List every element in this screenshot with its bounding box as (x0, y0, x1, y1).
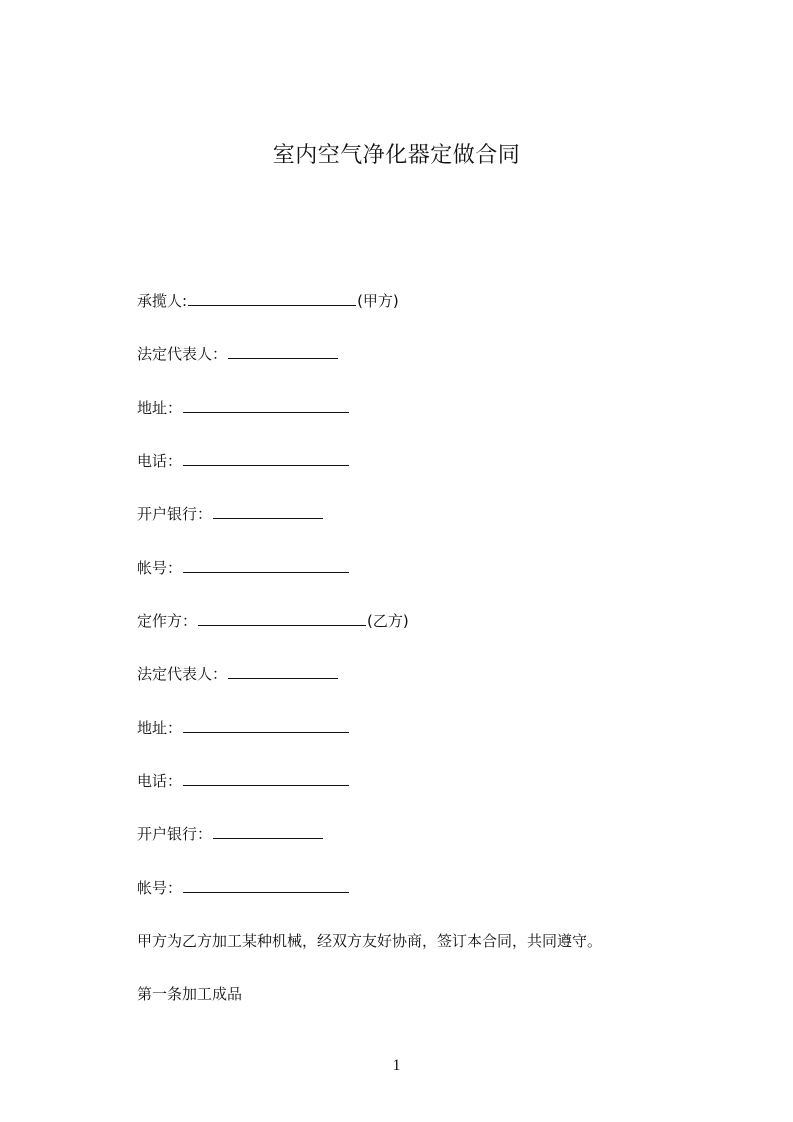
party-b-account-blank (183, 877, 349, 893)
party-b-orderer-row (137, 609, 409, 633)
party-a-phone-blank (183, 450, 349, 466)
party-a-legal-rep-blank (228, 343, 338, 359)
party-b-address-label: 地址： (137, 719, 183, 737)
document-title: 室内空气净化器定做合同 (272, 143, 521, 168)
party-a-account-row (137, 556, 350, 580)
party-a-contractor-suffix: (甲方) (357, 292, 399, 310)
party-a-contractor-blank (188, 290, 356, 306)
party-a-address-row (137, 396, 350, 420)
party-b-legal-rep-blank (228, 663, 338, 679)
party-b-address-row (137, 716, 350, 740)
party-b-bank-label: 开户银行： (137, 825, 213, 843)
party-a-phone-row (137, 449, 350, 473)
party-a-legal-rep-label: 法定代表人： (137, 345, 228, 363)
party-a-bank-row (137, 502, 324, 526)
party-b-phone-blank (183, 770, 349, 786)
party-a-bank-label: 开户银行： (137, 505, 213, 523)
party-b-address-blank (183, 717, 349, 733)
intro-text: 甲方为乙方加工某种机械，经双方友好协商，签订本合同，共同遵守。 (137, 932, 603, 950)
party-a-bank-blank (213, 503, 323, 519)
party-a-address-blank (183, 397, 349, 413)
party-a-contractor-row (137, 289, 399, 313)
party-a-legal-rep-row (137, 342, 339, 366)
party-a-contractor-label: 承揽人: (137, 292, 188, 310)
party-b-phone-row (137, 769, 350, 793)
party-b-bank-blank (213, 823, 323, 839)
party-b-legal-rep-label: 法定代表人： (137, 665, 228, 683)
article-1-heading (137, 982, 242, 1006)
party-a-account-blank (183, 557, 349, 573)
party-b-phone-label: 电话： (137, 772, 183, 790)
party-b-bank-row (137, 822, 324, 846)
party-b-orderer-suffix: (乙方) (367, 612, 409, 630)
party-a-phone-label: 电话： (137, 452, 183, 470)
party-a-address-label: 地址： (137, 399, 183, 417)
page-number: 1 (392, 1057, 401, 1074)
intro-paragraph (137, 929, 602, 953)
party-b-legal-rep-row (137, 662, 339, 686)
party-b-orderer-label: 定作方： (137, 612, 198, 630)
party-b-account-label: 帐号： (137, 879, 183, 897)
party-b-orderer-blank (198, 610, 366, 626)
article-1-heading-text: 第一条加工成品 (137, 985, 243, 1003)
party-b-account-row (137, 876, 350, 900)
party-a-account-label: 帐号： (137, 559, 183, 577)
